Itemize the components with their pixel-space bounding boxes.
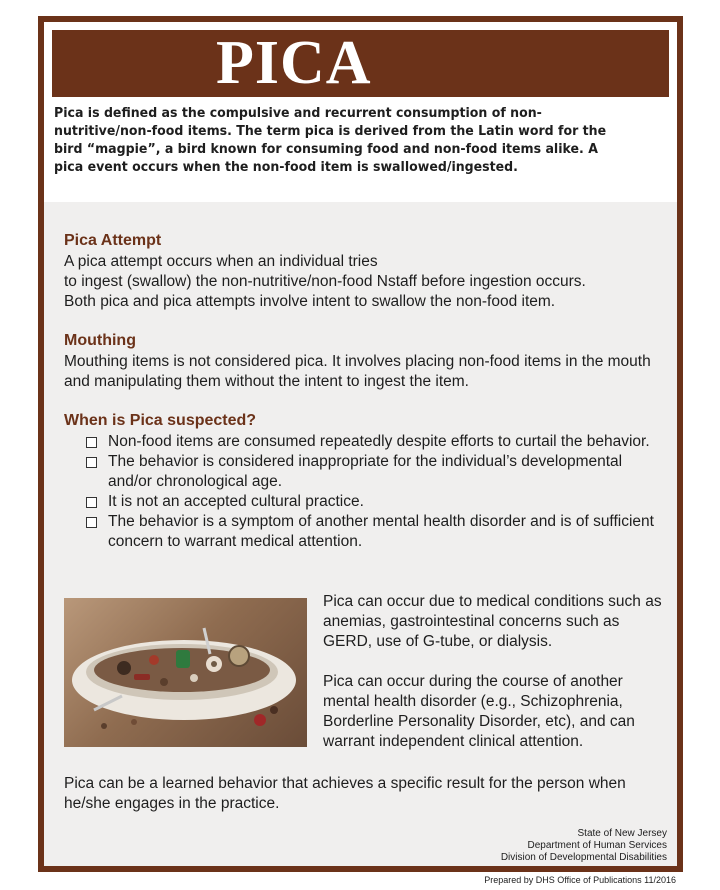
footer-line-2: Department of Human Services: [527, 840, 667, 851]
pica-attempt-line-2: to ingest (swallow) the non-nutritive/non-food Nstaff before ingestion occurs.: [64, 273, 586, 290]
publication-credit: Prepared by DHS Office of Publications 11/2016: [484, 875, 676, 885]
suspected-heading: When is Pica suspected?: [64, 412, 257, 429]
bowl-of-objects-photo: [64, 598, 307, 747]
document-frame: [38, 16, 683, 872]
list-item: The behavior is considered inappropriate for the individual’s developmental and/or chronological age.: [86, 452, 656, 492]
footer-line-1: State of New Jersey: [577, 828, 667, 839]
checkbox-bullet-icon: [86, 517, 97, 528]
page-title: PICA: [216, 29, 372, 97]
pica-attempt-heading: Pica Attempt: [64, 232, 162, 249]
intro-paragraph: Pica is defined as the compulsive and recurrent consumption of non-nutritive/non-food items. The term pica is derived from the Latin word for the bird “magpie”, a bird known for consuming food and non-food items alike. A pica event occurs when the non-food item is swallowed/ingested.: [54, 105, 607, 175]
medical-conditions-text: Pica can occur due to medical conditions such as anemias, gastrointestinal concerns such as GERD, use of G-tube, or dialysis.: [323, 593, 662, 650]
pica-attempt-line-1: A pica attempt occurs when an individual tries: [64, 253, 378, 270]
checkbox-bullet-icon: [86, 457, 97, 468]
mouthing-text: Mouthing items is not considered pica. It involves placing non-food items in the mouth and manipulating them without the intent to ingest the item.: [64, 353, 651, 390]
pica-attempt-line-3: Both pica and pica attempts involve intent to swallow the non-food item.: [64, 293, 556, 310]
footer-address: [501, 828, 667, 864]
pica-attempt-text: [64, 252, 586, 312]
suspected-list: [86, 432, 656, 552]
learned-behavior-text: Pica can be a learned behavior that achieves a specific result for the person when he/she engages in the practice.: [64, 775, 626, 812]
list-item: Non-food items are consumed repeatedly despite efforts to curtail the behavior.: [86, 432, 656, 452]
mental-health-text: Pica can occur during the course of another mental health disorder (e.g., Schizophrenia, Borderline Personality Disorder, etc), and can warrant independent clinical attention.: [323, 673, 635, 750]
list-item: The behavior is a symptom of another mental health disorder and is of sufficient concern to warrant medical attention.: [86, 512, 656, 552]
checkbox-bullet-icon: [86, 437, 97, 448]
list-item: It is not an accepted cultural practice.: [86, 492, 656, 512]
checkbox-bullet-icon: [86, 497, 97, 508]
title-banner: [52, 30, 669, 97]
content-panel: [44, 202, 677, 866]
mouthing-heading: Mouthing: [64, 332, 136, 349]
footer-line-3: Division of Developmental Disabilities: [500, 852, 667, 863]
